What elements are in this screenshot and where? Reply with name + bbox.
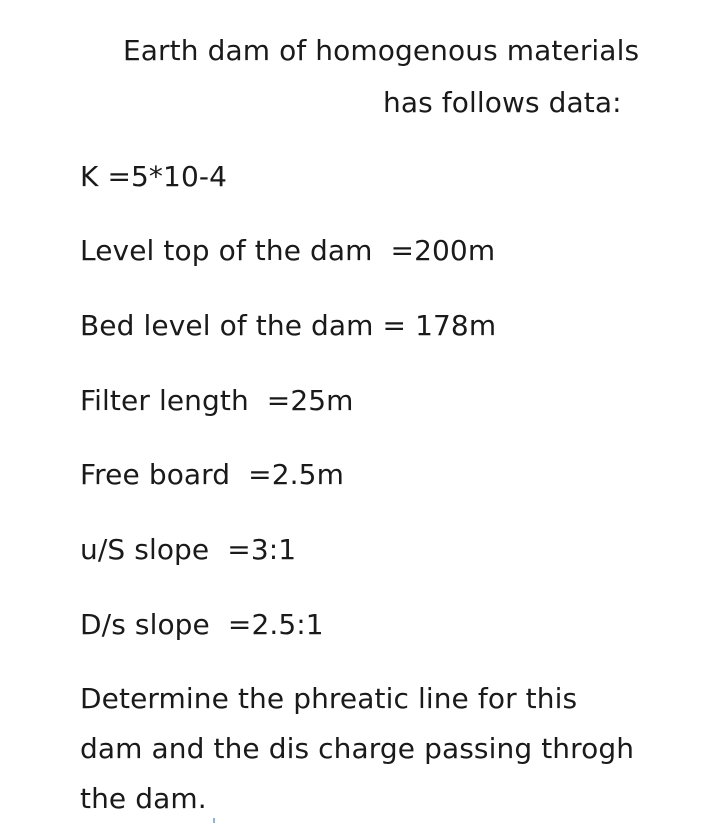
text-cursor-mark (213, 818, 215, 823)
question-line-1: Determine the phreatic line for this (80, 682, 578, 715)
problem-title-line-1: Earth dam of homogenous materials (123, 34, 640, 67)
data-us-slope: u/S slope =3:1 (80, 533, 297, 566)
question-line-2: dam and the dis charge passing throgh (80, 732, 635, 765)
data-filter-length: Filter length =25m (80, 384, 354, 417)
data-k: K =5*10-4 (80, 160, 227, 193)
data-bed-level: Bed level of the dam = 178m (80, 309, 497, 342)
question-line-3: the dam. (80, 782, 207, 815)
problem-title-line-2: has follows data: (383, 86, 622, 119)
data-ds-slope: D/s slope =2.5:1 (80, 608, 324, 641)
data-free-board: Free board =2.5m (80, 458, 344, 491)
data-top-level: Level top of the dam =200m (80, 234, 496, 267)
